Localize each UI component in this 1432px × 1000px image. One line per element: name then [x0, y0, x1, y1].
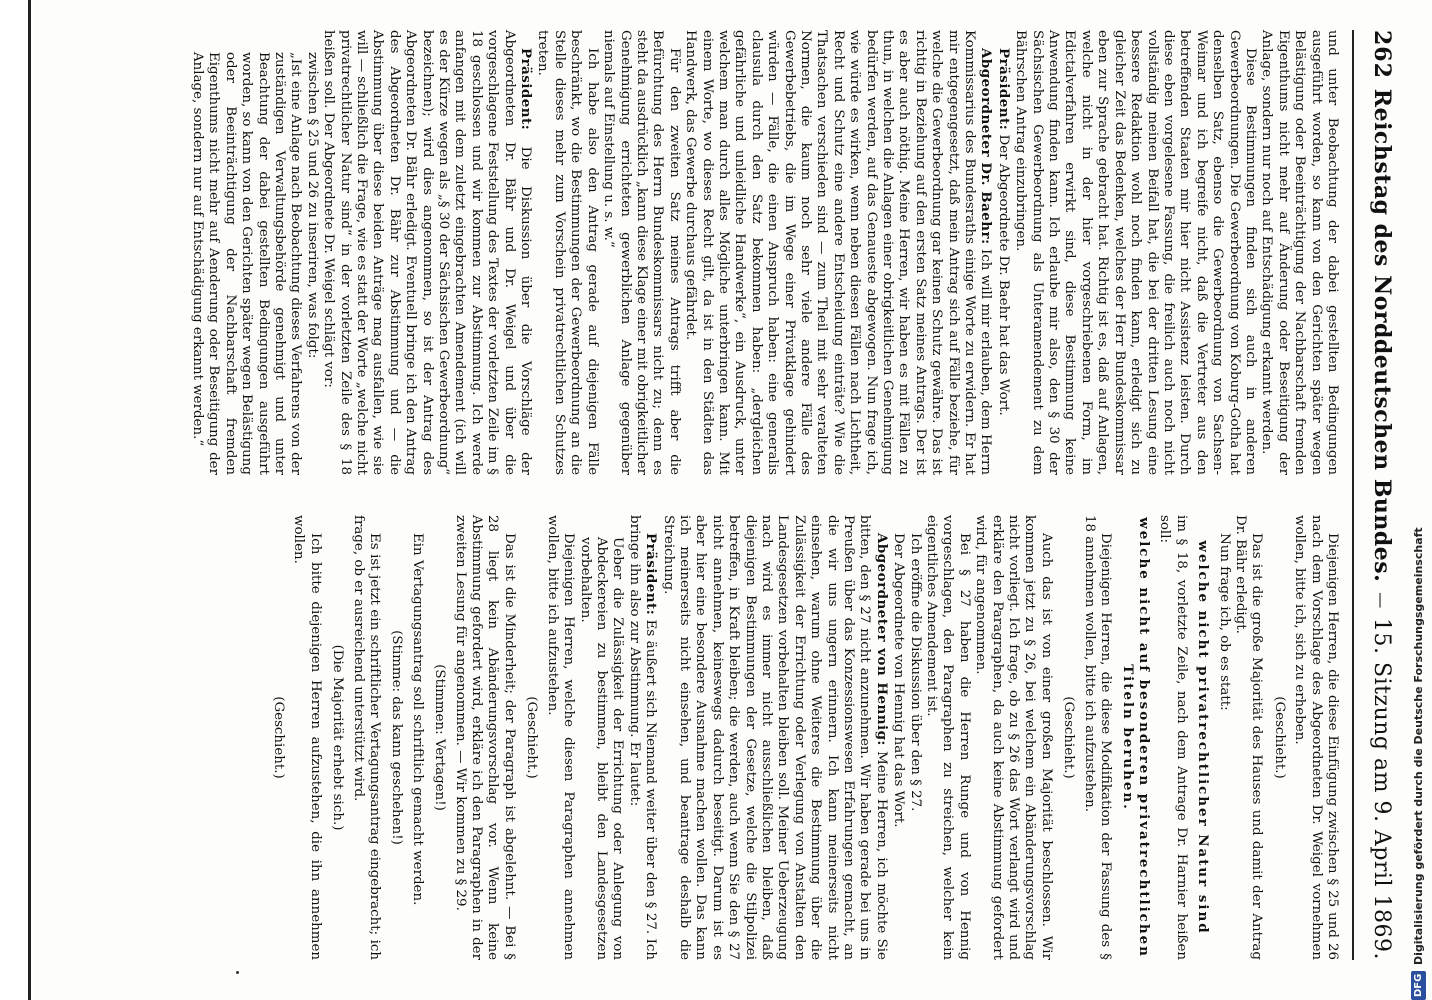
text-columns: [50, 30, 1340, 960]
speaker-name: Abgeordneter Dr. Baehr:: [978, 48, 995, 245]
speech-text: Die Diskussion über die Vorschläge der Abgeordneten Dr. Bähr und Dr. Weigel und über die vorgeschlagene Feststellung des Textes der vorletzten Zeile im § 18 geschlossen und wir kommen zur Abstimmung. Ich werde anfangen mit dem zuletzt eingebrachten Amendement (ich will es der Kürze wegen als „§ 30 der Sächsischen Gewerbeordnung“ bezeichnen); wird dies angenommen, so ist der Antrag des Abgeordneten Dr. Bähr erledigt. Eventuell bringe ich den Antrag des Abgeordneten Dr. Bähr zur Abstimmung und — die Abstimmung über diese beiden Anträge mag ausfallen, wie sie will — schließlich die Frage, wie es statt der Worte „welche nicht privatrechtlicher Natur sind“ in der vorletzten Zeile des § 18 heißen soll. Der Abgeordnete Dr. Weigel schlägt vor:: [321, 30, 534, 475]
speaker-name: Präsident:: [995, 48, 1012, 131]
stage-direction: (Stimmen: Vertagen!): [432, 664, 448, 811]
rotated-document-page: [30, 0, 1410, 1000]
stage-direction: (Geschieht.): [271, 696, 287, 779]
speaker-name: Präsident:: [643, 533, 660, 616]
stage-direction: (Geschieht.): [524, 696, 540, 779]
speaker-paragraph: [659, 515, 890, 960]
digitization-credit: [1411, 0, 1426, 1000]
digitization-credit-text: Digitalisierung gefördert durch die Deutsche Forschungsgemeinschaft: [1412, 526, 1425, 965]
running-title: Reichstag des Norddeutschen Bundes.: [1369, 88, 1395, 583]
speech-text: Der Abgeordnete Dr. Baehr hat das Wort.: [995, 134, 1011, 416]
speaker-paragraph: [625, 515, 659, 960]
paragraph: und unter Beobachtung der dabei gestellten Bedingungen ausgeführt worden, so kann von den Gerichten später wegen Belästigung oder Beeinträchtigung der Nachbarschaft fremden Eigenthums nicht mehr auf Änderung oder Beseitigung der Anlage, sondern nur noch auf Entschädigung erkannt werden.: [1259, 30, 1340, 475]
paragraph: zwischen § 25 und 26 zu inseriren, was folgt:: [304, 52, 320, 359]
paragraph: Ich habe also den Antrag gerade auf diejenigen Fälle beschränkt, wo die Bestimmungen der Gewerbeordnung an die Stelle dieses mehr zum Vorschein privatrechtlichen Schutzes treten.: [535, 30, 600, 475]
paragraph: Das ist die Minderheit; der Paragraph ist abgelehnt. — Bei § 28 liegt kein Abänderungsvorschlag vor. Wenn keine Abstimmung gefordert wird, erkläre ich den Paragraphen in der zweiten Lesung für angenommen. — Wir kommen zu § 29.: [452, 515, 517, 960]
paragraph: Ich eröffne die Diskussion über den § 27.: [907, 533, 923, 812]
paragraph: Diejenigen Herren, die diese Modifikation der Fassung des § 18 annehmen wollen, bitte ich aufzustehen.: [1081, 515, 1114, 960]
stage-direction: (Geschieht.): [1271, 696, 1287, 779]
quoted-wording: welche nicht auf besonderen privatrechtlichen Titeln beruhen.: [1119, 517, 1152, 958]
speech-text: Ich will mir erlauben, dem Herrn Kommissarius des Bundesraths einige Worte zu erwidern. Er hat mir entgegengesetzt, daß mein Antrag sich auf Fälle beziehe, für welche die Gewerbeordnung gar keinen Schutz gewähre. Das ist richtig in Beziehung auf den ersten Satz meines Antrags. Der ist es aber auch nöthig. Meine Herren, wir haben es mit Fällen zu thun, in welchen die Anlagen einer obrigkeitlichen Genehmigung bedürfen werden, auf das Genaueste abgewogen. Nun frage ich, wie würde es wirken, wenn neben diesen Fällen nach Lichtheit, Recht und Schutz eine andere Entscheidung einträte? Wie die Thatsachen verschieden sind — zum Theil mit sehr veralteten Normen, die kaum noch sehr viele andere Fälle des Gewerbebetriebs, die im Wege einer Privatklage gehindert würden — Fälle, die einen Anspruch haben: eine generalis clausula durch den Satz bekommen haben: „dergleichen gefährliche und unleidliche Handwerke“, ein Ausdruck, unter welchem man durch alles Mögliche unterbringen kann. Mit einem Worte, wo dieses Recht gilt, da ist in den Städten das Handwerk, das Gewerbe durchaus gefährdet.: [683, 30, 994, 476]
speaker-paragraph: [320, 30, 534, 475]
speaker-paragraph: [682, 30, 995, 475]
header-dash: —: [1372, 592, 1392, 609]
scan-speck: [236, 971, 239, 974]
paragraph: Diejenigen Herren, die diese Einfügung zwischen § 25 und 26 nach dem Vorschlage des Abgeordneten Dr. Weigel vornehmen wollen, bitte ich, sich zu erheben.: [1292, 515, 1340, 960]
paragraph: Das ist die große Majorität des Hauses und damit der Antrag Dr. Bähr erledigt.: [1232, 515, 1265, 960]
paragraph: Ich bitte diejenigen Herren aufzustehen, die ihn annehmen wollen.: [291, 515, 323, 960]
stage-direction: (Geschieht.): [1061, 696, 1077, 779]
right-column: [50, 515, 1340, 960]
paragraph: Es ist jetzt ein schriftlicher Vertagungsantrag eingebracht; ich frage, ob er ausreichend unterstützt wird.: [350, 515, 383, 960]
paragraph: Diejenigen Herren, welche diesen Paragraphen annehmen wollen, bitte ich aufzustehen.: [544, 515, 577, 960]
speaker-paragraph: [994, 30, 1011, 475]
session-title: 15. Sitzung am 9. April 1869.: [1369, 618, 1395, 960]
paragraph: Nun frage ich, ob es statt:: [1216, 533, 1232, 711]
speaker-name: Präsident:: [518, 48, 535, 131]
quoted-amendment: „Ist eine Anlage nach Beobachtung dieses Verfahrens von der zuständigen Verwaltungsbehörde genehmigt und unter Beachtung der dabei gestellten Bedingungen ausgeführt worden, so kann von den Gerichten später wegen Belästigung oder Beeinträchtigung der Nachbarschaft fremden Eigenthums nicht mehr auf Aenderung oder Beseitigung der Anlage, sondern nur auf Entschädigung erkannt werden.“: [189, 52, 304, 475]
speaker-name: Abgeordneter von Hennig:: [873, 533, 890, 746]
speech-text: Meine Herren, ich möchte Sie bitten, den § 27 nicht anzunehmen. Wir haben gerade bei uns in Preußen über das Konzessionswesen Erfahrungen gemacht, an die wir uns ungern erinnern. Ich kann meinerseits nicht einsehen, warum ohne Weiteres die Bestimmung über die Zulässigkeit der Errichtung oder Verlegung von Anstalten den Landesgesetzen vorbehalten bleiben soll. Meiner Ueberzeugung nach wird es immer nicht ausschließlichen bleiben, daß diejenigen Bestimmungen der Gesetze, welche die Stilpolizei betreffen, in Kraft bleiben; die werden, auch wenn Sie den § 27 nicht annehmen, keineswegs dadurch beseitigt. Darum ist es aber hier eine besondere Ausnahme machen wollen. Das kann ich meinerseits nicht einsehen, und beantrage deshalb die Streichung.: [660, 515, 889, 960]
speech-text: Es äußert sich Niemand weiter über den § 27. Ich bringe ihn also zur Abstimmung. Er lautet:: [626, 515, 659, 961]
page-header: [1352, 30, 1410, 960]
stage-direction: (Die Majorität erhebt sich.): [330, 644, 346, 831]
paragraph: Der Abgeordnete von Hennig hat das Wort.: [891, 533, 907, 828]
left-column: [50, 30, 1340, 475]
paragraph: im § 18, vorletzte Zeile, nach dem Antrage Dr. Harnier heißen soll:: [1157, 515, 1189, 960]
page-number: 262: [1369, 30, 1395, 79]
paragraph: Diese Bestimmungen finden sich auch in anderen Gewerbeordnungen. Die Gewerbeordnung von Koburg-Gotha hat denselben Satz, ebenso die Gewerbeordnung von Sachsen-Weimar und ich begreife nicht, daß die Vertreter aus den betreffenden Staaten mir hier nicht Assistenz leisten. Durch diese eben vorgelesene Fassung, die freilich auch noch nicht vollständig meinen Beifall hat, die bei der dritten Lesung eine bessere Redaktion wohl noch finden kann, erledigt sich zu gleicher Zeit das Bedenken, welches der Herr Bundeskommissar eben zur Sprache gebracht hat. Richtig ist es, daß auf Anlagen, welche nicht in der hier vorgeschriebenen Form, im Edictalverfahren erwirkt sind, diese Bestimmung keine Anwendung finden kann. Ich erlaube mir also, den § 30 der Sächsischen Gewerbeordnung als Unteramendement zu dem Bährschen Antrag einzubringen.: [1013, 30, 1258, 475]
paragraph: Für den zweiten Satz meines Antrags trifft aber die Befürchtung des Herrn Bundeskommissars nicht zu; denn es steht da ausdrücklich „kann diese Klage einer mit obrigkeitlicher Genehmigung errichteten gewerblichen Anlage gegenüber niemals auf Einstellung u. s. w.“: [601, 30, 682, 475]
paragraph: Auch das ist von einer großen Majorität beschlossen. Wir kommen jetzt zu § 26, bei welchem ein Abänderungsvorschlag nicht vorliegt. Ich frage, ob zu § 26 das Wort verlangt wird und erkläre den Paragraphen, da auch keine Abstimmung gefordert wird, für angenommen.: [973, 515, 1054, 960]
dfg-logo: DFG: [1411, 971, 1426, 1000]
paragraph: Bei § 27 haben die Herren Runge und von Hennig vorgeschlagen, den Paragraphen zu streichen, welcher kein eigentliches Amendement ist.: [924, 515, 972, 960]
stage-direction: (Stimme: das kann geschehen!): [389, 630, 405, 845]
quoted-wording: welche nicht privatrechtlicher Natur sind: [1195, 540, 1212, 935]
scan-edge-border: [0, 0, 34, 1000]
paragraph: Ein Vertagungsantrag soll schriftlich gemacht werden.: [409, 533, 425, 906]
quoted-paragraph-text: Ueber die Zulässigkeit der Errichtung oder Anlegung von Abdeckereien zu bestimmen, bleibt den Landesgesetzen vorbehalten.: [577, 537, 626, 960]
